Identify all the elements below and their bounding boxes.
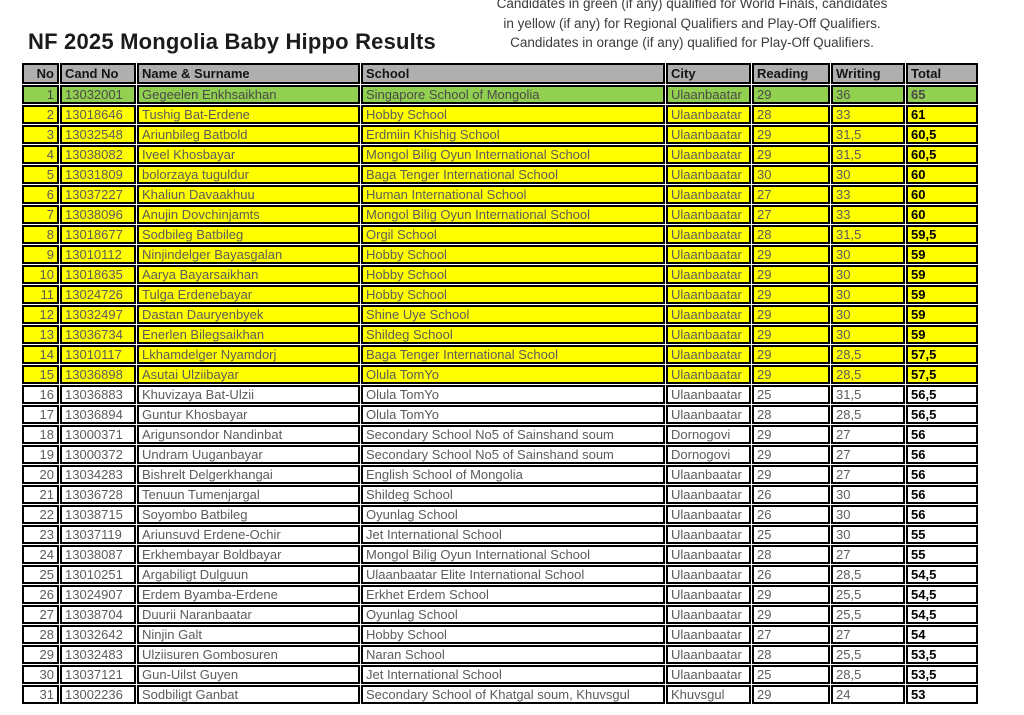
cell-school: Mongol Bilig Oyun International School: [361, 205, 665, 224]
cell-cand_no: 13037119: [60, 525, 136, 544]
cell-no: 14: [22, 345, 59, 364]
cell-school: Jet International School: [361, 665, 665, 684]
cell-city: Ulaanbaatar: [666, 405, 751, 424]
table-row: [22, 345, 978, 364]
cell-city: Ulaanbaatar: [666, 205, 751, 224]
cell-total: 60: [906, 165, 978, 184]
cell-writing: 27: [831, 425, 905, 444]
cell-total: 56,5: [906, 405, 978, 424]
cell-no: 24: [22, 545, 59, 564]
cell-writing: 33: [831, 105, 905, 124]
table-row: [22, 325, 978, 344]
header-cell-name: Name & Surname: [137, 63, 360, 84]
cell-school: Mongol Bilig Oyun International School: [361, 145, 665, 164]
cell-cand_no: 13036898: [60, 365, 136, 384]
cell-school: Olula TomYo: [361, 385, 665, 404]
cell-cand_no: 13018635: [60, 265, 136, 284]
cell-city: Ulaanbaatar: [666, 585, 751, 604]
cell-total: 53,5: [906, 665, 978, 684]
cell-total: 56: [906, 485, 978, 504]
table-row: [22, 385, 978, 404]
table-row: [22, 665, 978, 684]
cell-total: 59,5: [906, 225, 978, 244]
table-row: [22, 685, 978, 704]
cell-cand_no: 13038715: [60, 505, 136, 524]
cell-no: 21: [22, 485, 59, 504]
table-row: [22, 185, 978, 204]
table-row: [22, 545, 978, 564]
cell-writing: 25,5: [831, 585, 905, 604]
cell-city: Ulaanbaatar: [666, 85, 751, 104]
cell-writing: 30: [831, 305, 905, 324]
cell-city: Ulaanbaatar: [666, 145, 751, 164]
cell-total: 59: [906, 285, 978, 304]
cell-city: Ulaanbaatar: [666, 105, 751, 124]
cell-city: Ulaanbaatar: [666, 365, 751, 384]
cell-cand_no: 13032642: [60, 625, 136, 644]
cell-no: 27: [22, 605, 59, 624]
header-cell-total: Total: [906, 63, 978, 84]
cell-no: 16: [22, 385, 59, 404]
cell-no: 5: [22, 165, 59, 184]
cell-cand_no: 13024907: [60, 585, 136, 604]
table-row: [22, 165, 978, 184]
cell-total: 59: [906, 265, 978, 284]
cell-school: Ulaanbaatar Elite International School: [361, 565, 665, 584]
cell-reading: 29: [752, 305, 830, 324]
cell-reading: 29: [752, 605, 830, 624]
cell-school: Secondary School of Khatgal soum, Khuvsgul: [361, 685, 665, 704]
cell-city: Ulaanbaatar: [666, 485, 751, 504]
cell-school: Olula TomYo: [361, 405, 665, 424]
cell-city: Ulaanbaatar: [666, 625, 751, 644]
qualification-note-line: in yellow (if any) for Regional Qualifiers and Play-Off Qualifiers.: [503, 15, 881, 31]
table-row: [22, 405, 978, 424]
cell-name: Erkhembayar Boldbayar: [137, 545, 360, 564]
cell-no: 25: [22, 565, 59, 584]
cell-cand_no: 13032548: [60, 125, 136, 144]
cell-reading: 30: [752, 165, 830, 184]
table-row: [22, 645, 978, 664]
cell-cand_no: 13036894: [60, 405, 136, 424]
qualification-note: [412, 0, 972, 53]
cell-no: 3: [22, 125, 59, 144]
cell-no: 18: [22, 425, 59, 444]
cell-reading: 27: [752, 625, 830, 644]
cell-cand_no: 13010117: [60, 345, 136, 364]
cell-name: Khuvizaya Bat-Ulzii: [137, 385, 360, 404]
table-row: [22, 625, 978, 644]
cell-school: Hobby School: [361, 265, 665, 284]
cell-reading: 29: [752, 345, 830, 364]
cell-cand_no: 13036728: [60, 485, 136, 504]
cell-reading: 28: [752, 225, 830, 244]
cell-name: Ninjindelger Bayasgalan: [137, 245, 360, 264]
cell-writing: 27: [831, 625, 905, 644]
cell-no: 23: [22, 525, 59, 544]
cell-name: Tushig Bat-Erdene: [137, 105, 360, 124]
table-row: [22, 365, 978, 384]
cell-writing: 30: [831, 325, 905, 344]
cell-writing: 27: [831, 445, 905, 464]
cell-no: 22: [22, 505, 59, 524]
cell-reading: 29: [752, 125, 830, 144]
cell-school: Jet International School: [361, 525, 665, 544]
header-cell-cand_no: Cand No: [60, 63, 136, 84]
cell-reading: 29: [752, 445, 830, 464]
cell-school: Oyunlag School: [361, 605, 665, 624]
cell-no: 17: [22, 405, 59, 424]
cell-reading: 28: [752, 645, 830, 664]
cell-name: Ulziisuren Gombosuren: [137, 645, 360, 664]
table-header-row: [22, 63, 978, 84]
cell-city: Ulaanbaatar: [666, 265, 751, 284]
header-cell-reading: Reading: [752, 63, 830, 84]
cell-school: Human International School: [361, 185, 665, 204]
cell-writing: 36: [831, 85, 905, 104]
qualification-note-line: Candidates in green (if any) qualified for World Finals, candidates: [496, 0, 888, 11]
cell-reading: 29: [752, 585, 830, 604]
cell-name: Ariunbileg Batbold: [137, 125, 360, 144]
cell-name: Undram Uuganbayar: [137, 445, 360, 464]
cell-city: Ulaanbaatar: [666, 285, 751, 304]
cell-no: 8: [22, 225, 59, 244]
cell-city: Ulaanbaatar: [666, 665, 751, 684]
table-row: [22, 245, 978, 264]
cell-cand_no: 13024726: [60, 285, 136, 304]
table-row: [22, 585, 978, 604]
cell-no: 29: [22, 645, 59, 664]
table-row: [22, 525, 978, 544]
cell-cand_no: 13032483: [60, 645, 136, 664]
cell-school: Oyunlag School: [361, 505, 665, 524]
cell-name: Sodbileg Batbileg: [137, 225, 360, 244]
cell-no: 26: [22, 585, 59, 604]
cell-cand_no: 13032497: [60, 305, 136, 324]
cell-no: 10: [22, 265, 59, 284]
cell-reading: 27: [752, 205, 830, 224]
cell-city: Ulaanbaatar: [666, 565, 751, 584]
cell-writing: 31,5: [831, 125, 905, 144]
cell-name: Tulga Erdenebayar: [137, 285, 360, 304]
cell-no: 28: [22, 625, 59, 644]
cell-total: 60: [906, 185, 978, 204]
cell-total: 65: [906, 85, 978, 104]
cell-reading: 28: [752, 405, 830, 424]
cell-name: Gun-Uilst Guyen: [137, 665, 360, 684]
table-row: [22, 445, 978, 464]
cell-cand_no: 13002236: [60, 685, 136, 704]
cell-city: Ulaanbaatar: [666, 325, 751, 344]
cell-no: 7: [22, 205, 59, 224]
cell-name: Enerlen Bilegsaikhan: [137, 325, 360, 344]
cell-writing: 28,5: [831, 665, 905, 684]
cell-city: Khuvsgul: [666, 685, 751, 704]
cell-school: Erdmiin Khishig School: [361, 125, 665, 144]
table-row: [22, 265, 978, 284]
cell-no: 15: [22, 365, 59, 384]
cell-total: 56: [906, 445, 978, 464]
cell-cand_no: 13010251: [60, 565, 136, 584]
table-row: [22, 505, 978, 524]
cell-name: Sodbiligt Ganbat: [137, 685, 360, 704]
cell-total: 56: [906, 465, 978, 484]
cell-reading: 29: [752, 685, 830, 704]
cell-name: Khaliun Davaakhuu: [137, 185, 360, 204]
header-cell-city: City: [666, 63, 751, 84]
cell-total: 60,5: [906, 145, 978, 164]
cell-total: 56,5: [906, 385, 978, 404]
cell-reading: 29: [752, 245, 830, 264]
cell-writing: 30: [831, 165, 905, 184]
cell-no: 19: [22, 445, 59, 464]
cell-total: 61: [906, 105, 978, 124]
cell-reading: 29: [752, 145, 830, 164]
table-row: [22, 565, 978, 584]
cell-writing: 25,5: [831, 645, 905, 664]
cell-no: 30: [22, 665, 59, 684]
cell-cand_no: 13010112: [60, 245, 136, 264]
page-title: NF 2025 Mongolia Baby Hippo Results: [28, 29, 436, 54]
cell-city: Ulaanbaatar: [666, 305, 751, 324]
cell-name: Ninjin Galt: [137, 625, 360, 644]
cell-city: Ulaanbaatar: [666, 245, 751, 264]
table-row: [22, 125, 978, 144]
cell-reading: 26: [752, 485, 830, 504]
results-table-head: [22, 63, 978, 84]
cell-writing: 31,5: [831, 225, 905, 244]
cell-school: Hobby School: [361, 105, 665, 124]
cell-cand_no: 13000371: [60, 425, 136, 444]
cell-name: Tenuun Tumenjargal: [137, 485, 360, 504]
cell-city: Ulaanbaatar: [666, 525, 751, 544]
cell-cand_no: 13038704: [60, 605, 136, 624]
cell-total: 59: [906, 245, 978, 264]
cell-writing: 25,5: [831, 605, 905, 624]
cell-name: Argabiligt Dulguun: [137, 565, 360, 584]
cell-total: 53: [906, 685, 978, 704]
cell-school: Shine Uye School: [361, 305, 665, 324]
cell-cand_no: 13000372: [60, 445, 136, 464]
cell-reading: 29: [752, 465, 830, 484]
cell-reading: 29: [752, 85, 830, 104]
cell-school: Hobby School: [361, 285, 665, 304]
cell-school: Shildeg School: [361, 485, 665, 504]
table-row: [22, 425, 978, 444]
cell-total: 59: [906, 325, 978, 344]
table-row: [22, 305, 978, 324]
cell-cand_no: 13036734: [60, 325, 136, 344]
cell-writing: 30: [831, 505, 905, 524]
cell-school: Erkhet Erdem School: [361, 585, 665, 604]
cell-school: Secondary School No5 of Sainshand soum: [361, 445, 665, 464]
header-cell-no: No: [22, 63, 59, 84]
cell-reading: 29: [752, 325, 830, 344]
cell-total: 57,5: [906, 345, 978, 364]
cell-city: Ulaanbaatar: [666, 545, 751, 564]
cell-city: Ulaanbaatar: [666, 345, 751, 364]
cell-cand_no: 13038082: [60, 145, 136, 164]
cell-writing: 24: [831, 685, 905, 704]
results-table-body: [22, 85, 978, 704]
cell-writing: 28,5: [831, 565, 905, 584]
cell-no: 11: [22, 285, 59, 304]
cell-cand_no: 13036883: [60, 385, 136, 404]
cell-name: Aarya Bayarsaikhan: [137, 265, 360, 284]
cell-total: 55: [906, 545, 978, 564]
cell-reading: 29: [752, 365, 830, 384]
cell-school: English School of Mongolia: [361, 465, 665, 484]
cell-name: Lkhamdelger Nyamdorj: [137, 345, 360, 364]
cell-no: 13: [22, 325, 59, 344]
header-cell-writing: Writing: [831, 63, 905, 84]
cell-cand_no: 13018646: [60, 105, 136, 124]
cell-name: Duurii Naranbaatar: [137, 605, 360, 624]
cell-reading: 29: [752, 285, 830, 304]
table-row: [22, 145, 978, 164]
cell-no: 1: [22, 85, 59, 104]
cell-reading: 28: [752, 105, 830, 124]
cell-city: Dornogovi: [666, 425, 751, 444]
cell-cand_no: 13037227: [60, 185, 136, 204]
cell-cand_no: 13034283: [60, 465, 136, 484]
cell-cand_no: 13038096: [60, 205, 136, 224]
cell-reading: 29: [752, 265, 830, 284]
cell-name: Arigunsondor Nandinbat: [137, 425, 360, 444]
cell-no: 9: [22, 245, 59, 264]
cell-school: Baga Tenger International School: [361, 345, 665, 364]
cell-total: 60,5: [906, 125, 978, 144]
cell-reading: 26: [752, 505, 830, 524]
results-table: [21, 62, 979, 705]
cell-city: Ulaanbaatar: [666, 645, 751, 664]
cell-city: Ulaanbaatar: [666, 125, 751, 144]
cell-city: Ulaanbaatar: [666, 605, 751, 624]
cell-name: Anujin Dovchinjamts: [137, 205, 360, 224]
cell-school: Singapore School of Mongolia: [361, 85, 665, 104]
cell-writing: 28,5: [831, 365, 905, 384]
cell-school: Olula TomYo: [361, 365, 665, 384]
cell-writing: 31,5: [831, 385, 905, 404]
cell-school: Naran School: [361, 645, 665, 664]
cell-writing: 27: [831, 545, 905, 564]
cell-name: Iveel Khosbayar: [137, 145, 360, 164]
cell-total: 54,5: [906, 585, 978, 604]
cell-writing: 30: [831, 525, 905, 544]
cell-reading: 25: [752, 525, 830, 544]
cell-total: 60: [906, 205, 978, 224]
cell-total: 56: [906, 505, 978, 524]
cell-writing: 30: [831, 485, 905, 504]
cell-school: Hobby School: [361, 245, 665, 264]
cell-total: 54,5: [906, 565, 978, 584]
cell-school: Shildeg School: [361, 325, 665, 344]
table-row: [22, 205, 978, 224]
table-row: [22, 85, 978, 104]
cell-city: Ulaanbaatar: [666, 385, 751, 404]
cell-school: Orgil School: [361, 225, 665, 244]
cell-total: 55: [906, 525, 978, 544]
cell-city: Ulaanbaatar: [666, 165, 751, 184]
cell-city: Ulaanbaatar: [666, 225, 751, 244]
cell-total: 54: [906, 625, 978, 644]
cell-total: 56: [906, 425, 978, 444]
cell-cand_no: 13032001: [60, 85, 136, 104]
cell-no: 12: [22, 305, 59, 324]
cell-total: 59: [906, 305, 978, 324]
cell-reading: 28: [752, 545, 830, 564]
cell-cand_no: 13018677: [60, 225, 136, 244]
cell-school: Hobby School: [361, 625, 665, 644]
header-cell-school: School: [361, 63, 665, 84]
cell-writing: 30: [831, 285, 905, 304]
cell-name: bolorzaya tuguldur: [137, 165, 360, 184]
cell-name: Guntur Khosbayar: [137, 405, 360, 424]
cell-writing: 31,5: [831, 145, 905, 164]
cell-writing: 30: [831, 265, 905, 284]
table-row: [22, 465, 978, 484]
table-row: [22, 605, 978, 624]
cell-reading: 29: [752, 425, 830, 444]
cell-city: Ulaanbaatar: [666, 505, 751, 524]
cell-total: 54,5: [906, 605, 978, 624]
cell-no: 31: [22, 685, 59, 704]
cell-school: Secondary School No5 of Sainshand soum: [361, 425, 665, 444]
cell-name: Ariunsuvd Erdene-Ochir: [137, 525, 360, 544]
cell-name: Erdem Byamba-Erdene: [137, 585, 360, 604]
cell-city: Ulaanbaatar: [666, 185, 751, 204]
table-row: [22, 105, 978, 124]
cell-name: Dastan Dauryenbyek: [137, 305, 360, 324]
cell-total: 57,5: [906, 365, 978, 384]
cell-city: Dornogovi: [666, 445, 751, 464]
cell-total: 53,5: [906, 645, 978, 664]
cell-writing: 27: [831, 465, 905, 484]
cell-no: 20: [22, 465, 59, 484]
cell-no: 2: [22, 105, 59, 124]
qualification-note-line: Candidates in orange (if any) qualified for Play-Off Qualifiers.: [510, 35, 874, 50]
cell-cand_no: 13037121: [60, 665, 136, 684]
cell-writing: 30: [831, 245, 905, 264]
cell-reading: 26: [752, 565, 830, 584]
cell-cand_no: 13031809: [60, 165, 136, 184]
cell-reading: 25: [752, 385, 830, 404]
cell-no: 6: [22, 185, 59, 204]
cell-name: Bishrelt Delgerkhangai: [137, 465, 360, 484]
cell-name: Soyombo Batbileg: [137, 505, 360, 524]
cell-reading: 25: [752, 665, 830, 684]
cell-writing: 28,5: [831, 345, 905, 364]
cell-writing: 33: [831, 185, 905, 204]
cell-name: Gegeelen Enkhsaikhan: [137, 85, 360, 104]
cell-no: 4: [22, 145, 59, 164]
cell-writing: 33: [831, 205, 905, 224]
cell-school: Baga Tenger International School: [361, 165, 665, 184]
cell-school: Mongol Bilig Oyun International School: [361, 545, 665, 564]
cell-writing: 28,5: [831, 405, 905, 424]
cell-city: Ulaanbaatar: [666, 465, 751, 484]
table-row: [22, 485, 978, 504]
table-row: [22, 285, 978, 304]
cell-cand_no: 13038087: [60, 545, 136, 564]
cell-name: Asutai Ulziibayar: [137, 365, 360, 384]
cell-reading: 27: [752, 185, 830, 204]
table-row: [22, 225, 978, 244]
